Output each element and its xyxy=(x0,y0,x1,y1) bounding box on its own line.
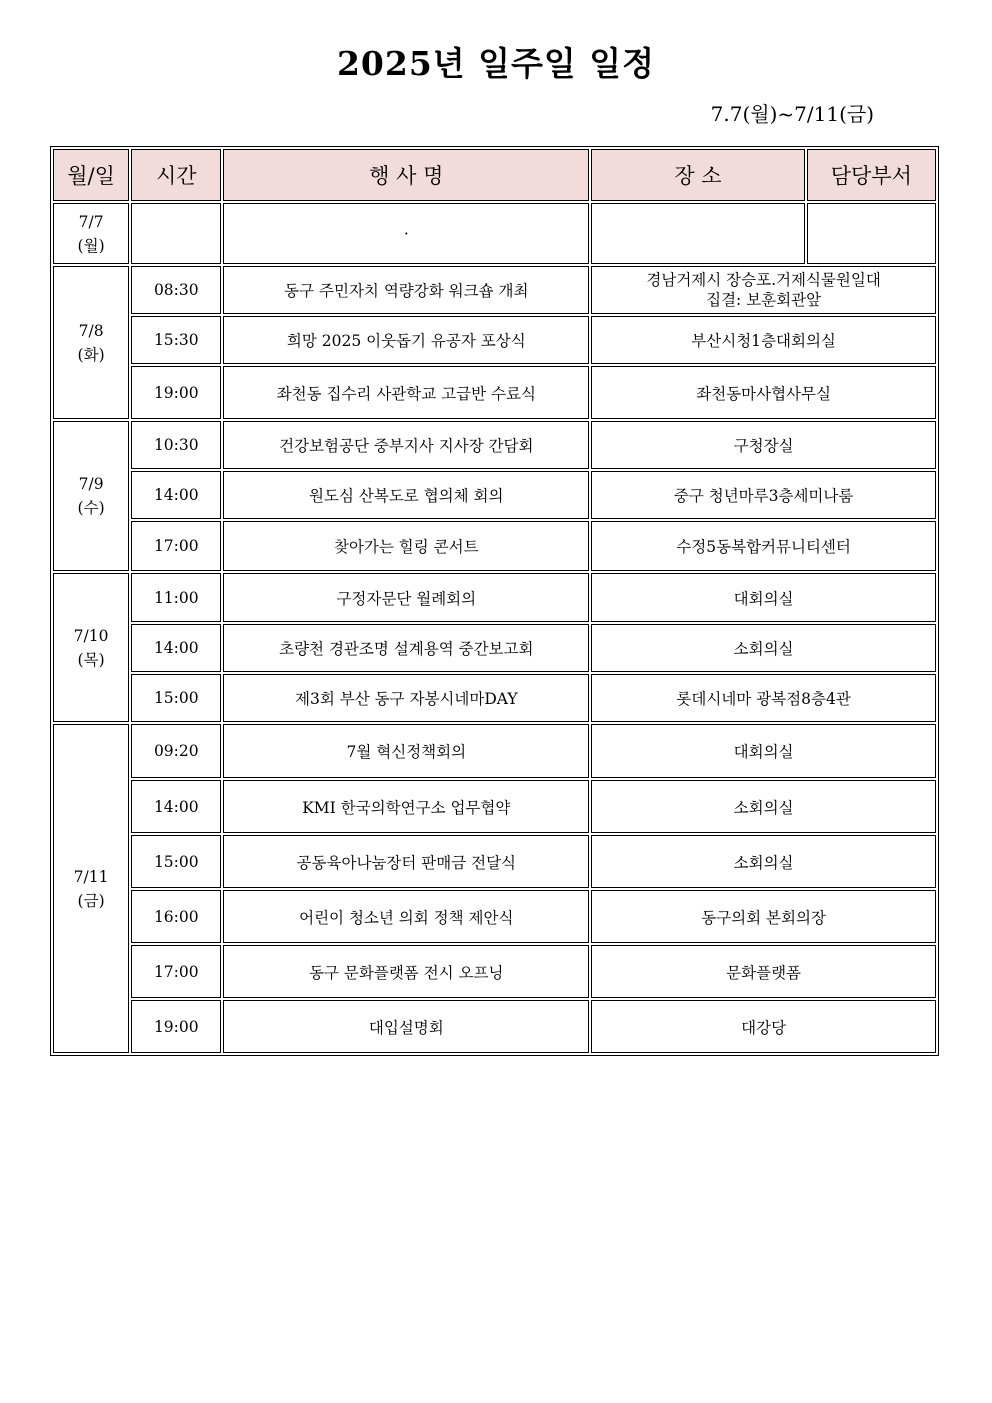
event-cell: 동구 문화플랫폼 전시 오프닝 xyxy=(223,945,589,998)
time-cell: 15:00 xyxy=(131,674,221,722)
place-cell: 소회의실 xyxy=(591,835,936,888)
event-cell: 건강보험공단 중부지사 지사장 간담회 xyxy=(223,421,589,469)
table-row xyxy=(53,624,936,672)
table-row xyxy=(53,890,936,943)
event-cell: 공동육아나눔장터 판매금 전달식 xyxy=(223,835,589,888)
event-cell: 좌천동 집수리 사관학교 고급반 수료식 xyxy=(223,366,589,419)
table-row xyxy=(53,674,936,722)
event-cell: 원도심 산복도로 협의체 회의 xyxy=(223,471,589,519)
time-cell: 17:00 xyxy=(131,521,221,571)
place-cell: 문화플랫폼 xyxy=(591,945,936,998)
time-cell: 15:30 xyxy=(131,316,221,364)
table-row xyxy=(53,945,936,998)
time-cell: 10:30 xyxy=(131,421,221,469)
event-cell: 제3회 부산 동구 자봉시네마DAY xyxy=(223,674,589,722)
header-date: 월/일 xyxy=(53,149,129,201)
time-cell: 11:00 xyxy=(131,573,221,622)
header-dept: 담당부서 xyxy=(807,149,936,201)
header-place: 장 소 xyxy=(591,149,804,201)
time-cell: 17:00 xyxy=(131,945,221,998)
header-time: 시간 xyxy=(131,149,221,201)
place-cell: 소회의실 xyxy=(591,624,936,672)
time-cell: 19:00 xyxy=(131,1000,221,1053)
time-cell: 14:00 xyxy=(131,624,221,672)
time-cell: 14:00 xyxy=(131,780,221,833)
place-cell xyxy=(591,203,804,264)
day-cell: 7/9 (수) xyxy=(53,421,129,571)
place-cell: 좌천동마사협사무실 xyxy=(591,366,936,419)
page-title: 2025년 일주일 일정 xyxy=(336,44,656,83)
place-cell: 경남거제시 장승포.거제식물원일대 집결: 보훈회관앞 xyxy=(591,266,936,314)
event-cell: 찾아가는 힐링 콘서트 xyxy=(223,521,589,571)
event-cell: 희망 2025 이웃돕기 유공자 포상식 xyxy=(223,316,589,364)
place-cell: 구청장실 xyxy=(591,421,936,469)
event-cell: 구정자문단 월례회의 xyxy=(223,573,589,622)
event-cell: · xyxy=(223,203,589,264)
event-cell: 7월 혁신정책회의 xyxy=(223,724,589,778)
schedule-table xyxy=(50,146,939,1056)
table-row xyxy=(53,471,936,519)
date-range: 7.7(월)~7/11(금) xyxy=(710,102,874,126)
place-cell: 대강당 xyxy=(591,1000,936,1053)
event-cell: 동구 주민자치 역량강화 워크숍 개최 xyxy=(223,266,589,314)
place-cell: 동구의회 본회의장 xyxy=(591,890,936,943)
table-row xyxy=(53,203,936,264)
place-cell: 대회의실 xyxy=(591,724,936,778)
header-row xyxy=(53,149,936,201)
place-cell: 대회의실 xyxy=(591,573,936,622)
table-row xyxy=(53,724,936,778)
time-cell: 16:00 xyxy=(131,890,221,943)
table-row xyxy=(53,780,936,833)
place-cell: 부산시청1층대회의실 xyxy=(591,316,936,364)
day-cell: 7/8 (화) xyxy=(53,266,129,419)
table-row xyxy=(53,521,936,571)
table-row xyxy=(53,316,936,364)
place-cell: 중구 청년마루3층세미나룸 xyxy=(591,471,936,519)
event-cell: 대입설명회 xyxy=(223,1000,589,1053)
time-cell: 14:00 xyxy=(131,471,221,519)
table-row xyxy=(53,573,936,622)
event-cell: 초량천 경관조명 설계용역 중간보고회 xyxy=(223,624,589,672)
place-cell: 소회의실 xyxy=(591,780,936,833)
table-row xyxy=(53,835,936,888)
event-cell: 어린이 청소년 의회 정책 제안식 xyxy=(223,890,589,943)
table-row xyxy=(53,366,936,419)
time-cell: 08:30 xyxy=(131,266,221,314)
time-cell xyxy=(131,203,221,264)
time-cell: 19:00 xyxy=(131,366,221,419)
day-cell: 7/10 (목) xyxy=(53,573,129,722)
table-row xyxy=(53,266,936,314)
day-cell: 7/11 (금) xyxy=(53,724,129,1053)
table-row xyxy=(53,1000,936,1053)
time-cell: 15:00 xyxy=(131,835,221,888)
day-cell: 7/7 (월) xyxy=(53,203,129,264)
dept-cell xyxy=(807,203,936,264)
table-row xyxy=(53,421,936,469)
header-event: 행 사 명 xyxy=(223,149,589,201)
place-cell: 수정5동복합커뮤니티센터 xyxy=(591,521,936,571)
event-cell: KMI 한국의학연구소 업무협약 xyxy=(223,780,589,833)
place-cell: 롯데시네마 광복점8층4관 xyxy=(591,674,936,722)
time-cell: 09:20 xyxy=(131,724,221,778)
